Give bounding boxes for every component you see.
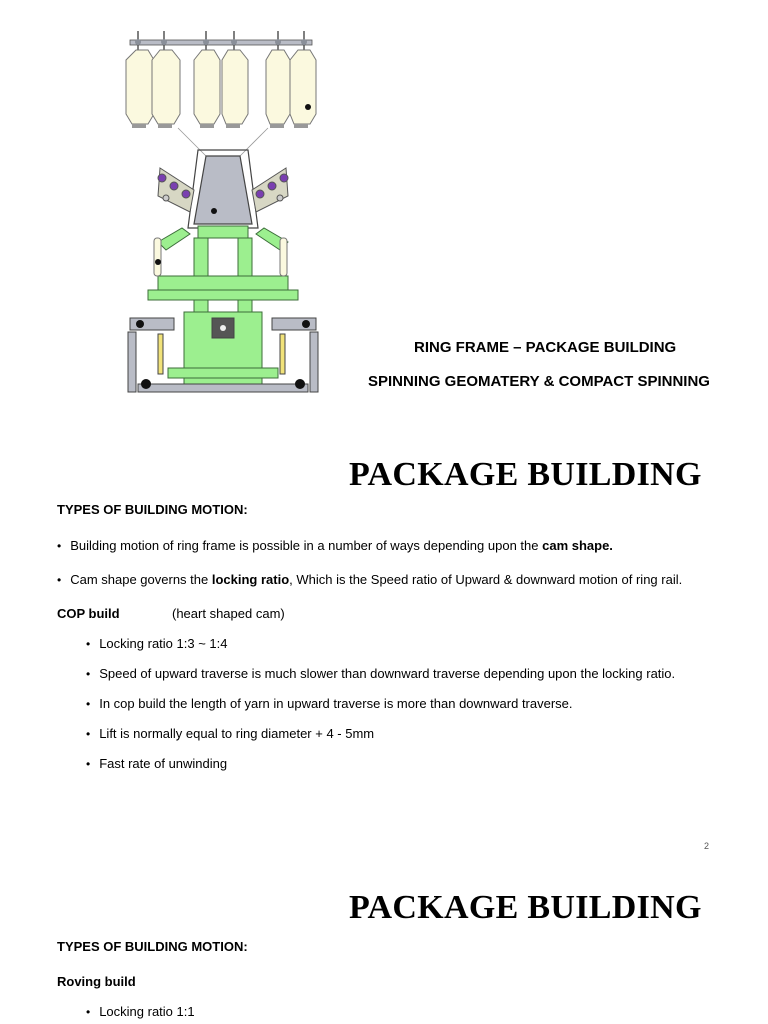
machine-frame [148,226,298,384]
cop-build-note: (heart shaped cam) [172,606,285,621]
list-item: • Fast rate of unwinding [86,756,228,771]
cop-build-label: COP build [57,606,120,621]
ring-frame-diagram [118,28,328,408]
section-heading: TYPES OF BUILDING MOTION: [57,939,248,954]
drafting-hood [194,156,252,224]
list-item: • Building motion of ring frame is possible in a number of ways depending upon the cam shape. [57,538,613,553]
roving-build-label: Roving build [57,974,136,989]
slide-title: PACKAGE BUILDING [349,889,702,926]
section-heading: TYPES OF BUILDING MOTION: [57,502,248,517]
roving-bobbins [126,50,316,124]
drafting-rollers-left [158,168,194,212]
cover-title: RING FRAME – PACKAGE BUILDING [414,339,677,356]
drafting-rollers-right [252,168,288,212]
list-item: • Cam shape governs the locking ratio, Which is the Speed ratio of Upward & downward motion of ring rail. [57,572,683,587]
list-item: • Locking ratio 1:3 ~ 1:4 [86,636,228,651]
page-number: 2 [704,841,710,851]
cover-subtitle: SPINNING GEOMATERY & COMPACT SPINNING [368,373,710,390]
list-item: • Locking ratio 1:1 [86,1004,195,1019]
list-item: • In cop build the length of yarn in upward traverse is more than downward traverse. [86,696,573,711]
list-item: • Lift is normally equal to ring diameter + 4 - 5mm [86,726,375,741]
slide-title: PACKAGE BUILDING [349,456,702,493]
creel-rail [130,40,312,45]
list-item: • Speed of upward traverse is much slower than downward traverse depending upon the locking ratio. [86,666,676,681]
